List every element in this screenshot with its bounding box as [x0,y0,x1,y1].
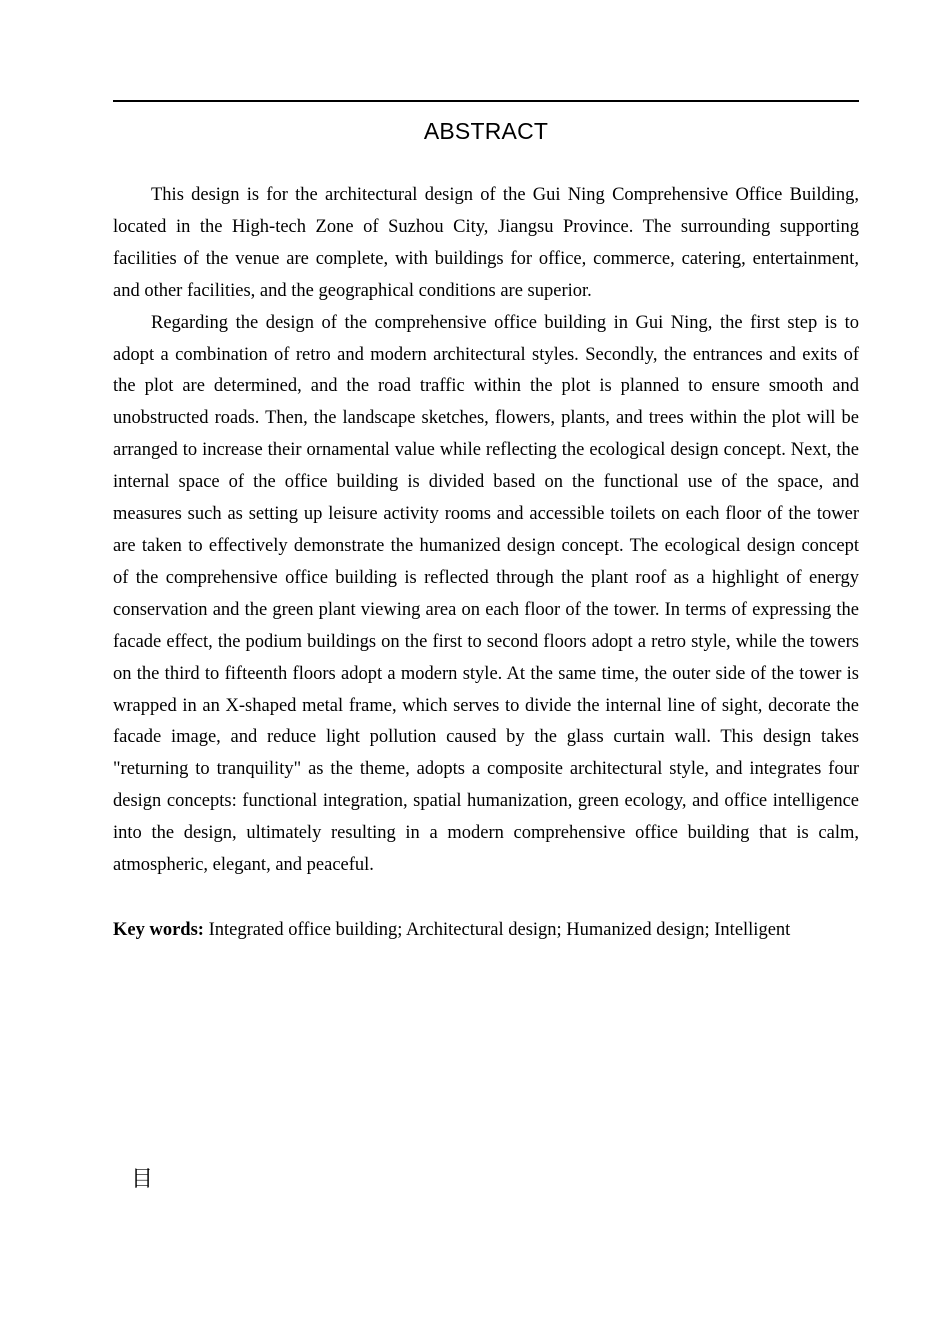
keywords-line [113,914,859,946]
keywords-label: Key words: [113,920,204,940]
header-rule [113,100,859,102]
abstract-title: ABSTRACT [423,118,549,144]
abstract-body [113,180,859,882]
table-of-contents-heading: 目 [131,1167,154,1192]
abstract-paragraph-1: This design is for the architectural design of the Gui Ning Comprehensive Office Building, located in the High-tech Zone of Suzhou City, Jiangsu Province. The surrounding supporting facilities of the venue are complete, with buildings for office, commerce, catering, entertainment, and other facilities, and the geographical conditions are superior. [113,185,859,301]
abstract-paragraph-2: Regarding the design of the comprehensive office building in Gui Ning, the first step is to adopt a combination of retro and modern architectural styles. Secondly, the entrances and exits of the plot are determined, and the road traffic within the plot is planned to ensure smooth and unobstructed roads. Then, the landscape sketches, flowers, plants, and trees within the plot will be arranged to increase their ornamental value while reflecting the ecological design concept. Next, the internal space of the office building is divided based on the functional use of the space, and measures such as setting up leisure activity rooms and accessible toilets on each floor of the tower are taken to effectively demonstrate the humanized design concept. The ecological design concept of the comprehensive office building is reflected through the plant roof as a highlight of energy conservation and the green plant viewing area on each floor of the tower. In terms of expressing the facade effect, the podium buildings on the first to second floors adopt a retro style, while the towers on the third to fifteenth floors adopt a modern style. At the same time, the outer side of the tower is wrapped in an X-shaped metal frame, which serves to divide the internal line of sight, decorate the facade image, and reduce light pollution caused by the glass curtain wall. This design takes "returning to tranquility" as the theme, adopts a composite architectural style, and integrates four design concepts: functional integration, spatial humanization, green ecology, and office intelligence into the design, ultimately resulting in a modern comprehensive office building that is calm, atmospheric, elegant, and peaceful. [113,312,859,876]
keywords-text: Integrated office building; Architectural design; Humanized design; Intelligent [203,920,791,940]
